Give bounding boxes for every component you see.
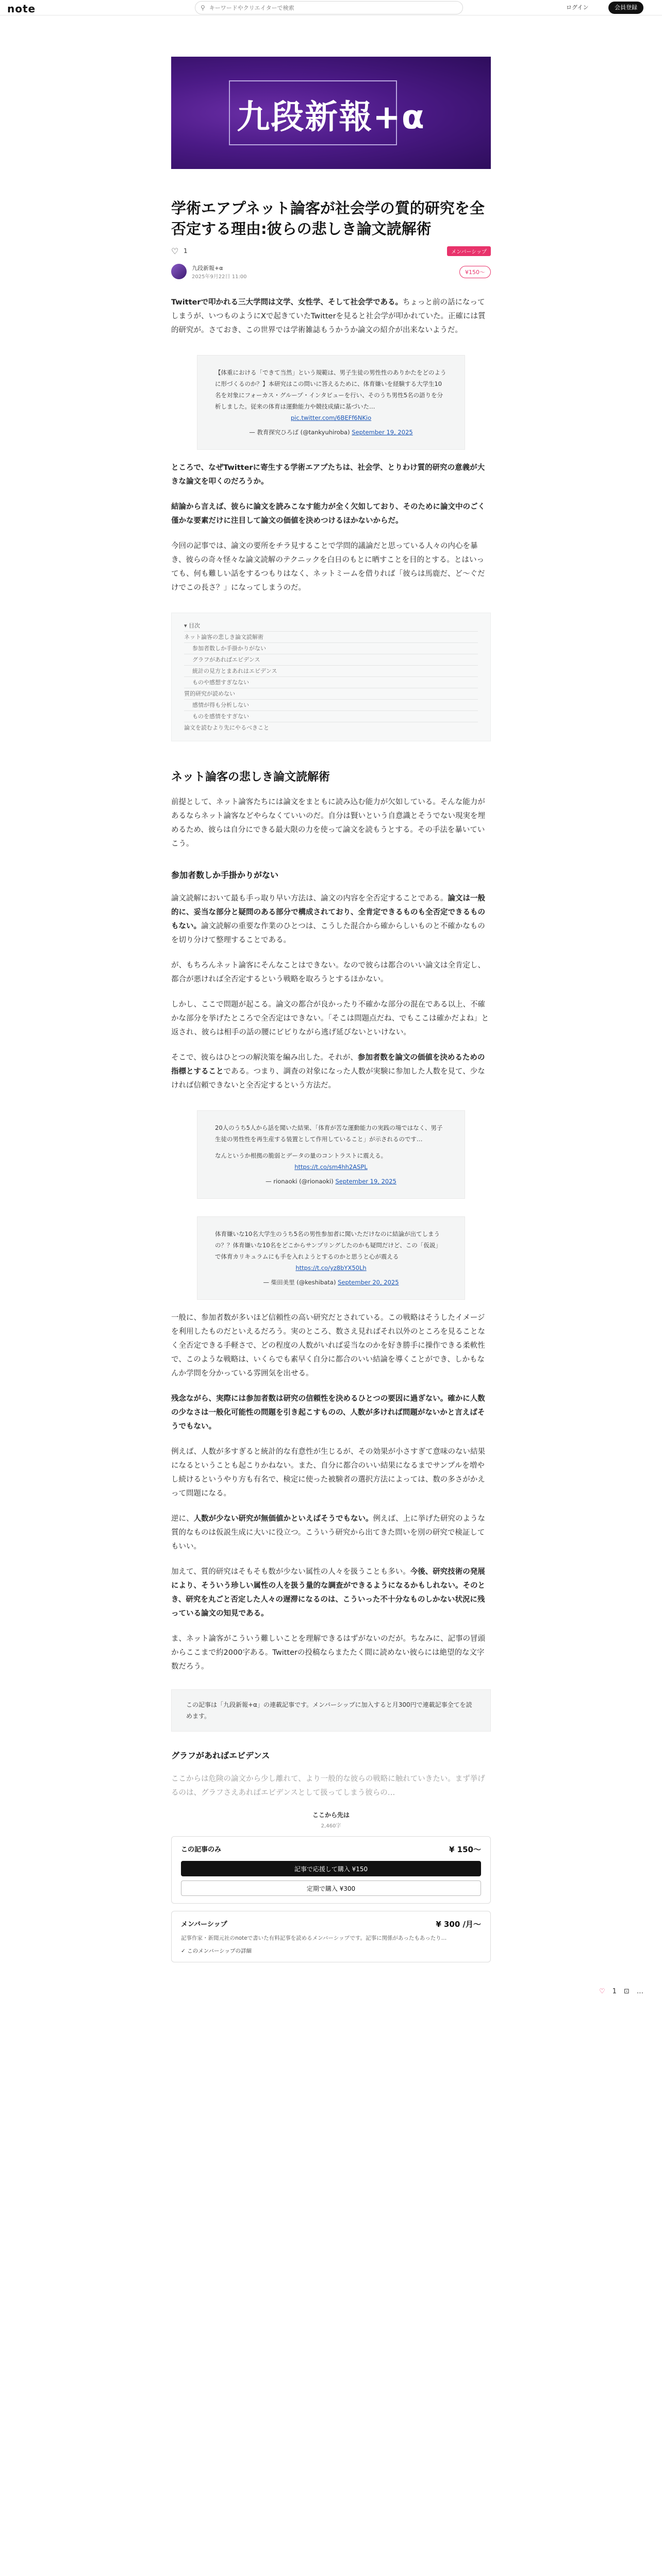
like-count: 1 (184, 247, 188, 255)
paragraph (171, 296, 491, 337)
paywall-char-count: 2,460字 (321, 1823, 341, 1829)
bold-text: Twitterで叩かれる三大学問は文学、女性学、そして社会学である。 (171, 298, 403, 307)
author-name[interactable]: 九段新報+α (192, 265, 223, 272)
subsection-heading: 参加者数しか手掛かりがない (171, 870, 279, 880)
paragraph: しかし、ここで問題が起こる。論文の都合が良かったり不確かな部分の混在である以上、不確かな部分を挙げたところで全否定はできない。「そこは問題点だね、でもここは確かだよね」と返され、彼らは相手の話の腰にビビりながら逃げ延びないといけない。 (171, 1001, 489, 1037)
price-badge[interactable]: ¥150〜 (459, 266, 491, 278)
post-date: 2025年9月22日 11:00 (192, 274, 247, 280)
heart-icon[interactable]: ♡ (599, 1988, 605, 1995)
share-icon[interactable]: ⊡ (623, 1988, 630, 1995)
plan-title: この記事のみ (181, 1846, 222, 1854)
heart-icon[interactable]: ♡ (171, 246, 179, 256)
plan-title: メンバーシップ (181, 1921, 227, 1928)
toc-item[interactable]: ものを感情をすぎない (184, 711, 478, 722)
table-of-contents (171, 613, 491, 741)
paragraph: が、もちろんネット論客にそんなことはできない。なので彼らは都合のいい論文は全肯定し、都合が悪ければ全否定するという戦略を取ろうとするほかない。 (171, 961, 485, 984)
paragraph (171, 461, 491, 489)
toc-title: 目次 (189, 622, 201, 629)
section-heading: ネット論客の悲しき論文読解術 (171, 771, 330, 784)
tweet-link[interactable]: pic.twitter.com/6BEFf6NKio (290, 414, 372, 421)
site-header (0, 0, 662, 15)
signup-button[interactable]: 会員登録 (608, 2, 643, 14)
embedded-tweet (197, 1216, 465, 1300)
toc-item[interactable]: 統計の見方とまあれはエビデンス (184, 666, 478, 677)
tweet-author: — 柴田美里 (@keshibata) (263, 1279, 336, 1286)
membership-note: この記事は「九段新報+α」の連載記事です。メンバーシップに加入すると月300円で連載記事全てを読めます。 (171, 1689, 491, 1732)
tweet-signature (215, 1176, 447, 1187)
tweet-date-link[interactable]: September 19, 2025 (352, 429, 413, 436)
text: 加えて、質的研究はそもそも数が少ない属性の人々を扱うことも多い。 (171, 1568, 410, 1576)
tweet-author: — 教育探究ひろば (@tankyuhiroba) (249, 429, 350, 436)
tweet-signature (215, 427, 447, 438)
bold-text: 今後、研究技術の発展により、そういう珍しい属性の人を扱う量的な調査ができるようになるかもしれない。そのとき、研究を丸ごと否定した人々の遅滞になるのは、こういった不十分なものしかない状況に残っている論文の知見である。 (171, 1568, 485, 1618)
paragraph (171, 1051, 491, 1093)
paragraph: 前提として、ネット論客たちには論文をまともに読み込む能力が欠如している。そんな能力があるならネット論客などやらなくていいのだ。自分は賢いという自意識とそうでない現実を埋めるため、彼らは自分にできる最大限の力を使って論文を読もうとする。その手法を暴いていこう。 (171, 798, 485, 848)
text: である。つまり、調査の対象になった人数が実験に参加した人数を見て、少なければ信頼できないと全否定するという方法だ。 (171, 1067, 485, 1090)
paragraph: ここからは危険の論文から少し離れて、より一般的な彼らの戦略に触れていきたい。まず挙げるのは、グラフさえあればエビデンスとして扱ってしまう彼らの… (171, 1775, 485, 1797)
paragraph: 今回の記事では、論文の要所をチラ見することで学問的議論だと思っている人々の内心を暴き、彼らの奇々怪々な論文読解のテクニックを白日のもとに晒すことを目的とする。とはいっても、何も難しい話をするつもりはなく、ネットミームを借りれば「彼らは馬鹿だ、ど〜ぐだけでこの長さ？」になってしまうのだ。 (171, 542, 485, 592)
bold-text: 参加者数を論文の価値を決めるための指標とすること (171, 1054, 485, 1076)
text: 例えば、上に挙げた研究のような質的なものは仮説生成に大いに役立つ。こういう研究から出てきた問いを別の研究で検証してもいい。 (171, 1515, 485, 1551)
plan-card-membership (171, 1911, 491, 1962)
plan-description: 記事作家・新聞元社のnoteで書いた有料記事を読めるメンバーシップです。記事に関係があったもあったり… (181, 1935, 447, 1941)
text: 逆に、 (171, 1515, 194, 1523)
embedded-tweet (197, 355, 465, 450)
login-button[interactable]: ログイン (560, 2, 594, 14)
text: ちょっと前の話になってしまうが、いつものようにXで起きていたTwitterを見ると社会学が叩かれていた。正確には質的研究が。さておき、この世界では学術雑誌もうかうか論文の紹介が出来ないようだ。 (171, 298, 486, 334)
search-input[interactable] (209, 5, 446, 11)
paragraph (171, 892, 491, 947)
text: 論文読解において最も手っ取り早い方法は、論文の内容を全否定することである。 (171, 894, 448, 903)
note-logo[interactable]: note (7, 3, 36, 15)
subsection-heading: グラフがあればエビデンス (171, 1751, 270, 1760)
cover-title: 九段新報+α (237, 98, 425, 137)
tweet-link[interactable]: https://t.co/sm4hh2ASPL (294, 1163, 368, 1171)
plan-details-link[interactable]: ✓ このメンバーシップの詳細 (181, 1948, 252, 1954)
buy-button[interactable]: 記事で応援して購入 ¥150 (181, 1861, 481, 1876)
paragraph (171, 1512, 491, 1554)
article-main (171, 57, 491, 1962)
tweet-body: 【体重における「できて当然」という規範は、男子生徒の男性性のありかたをどのように形づくるのか？】本研究はこの問いに答えるために、体育嫌いを経験する大学生10名を対象にフォーカス・グループ・インタビューを行い、そのうち男性5名の語りを分析しました。従来の体育は運動能力や競技成績に基づいた… (215, 369, 446, 410)
toc-item[interactable]: ネット論客の悲しき論文読解術 (184, 632, 478, 643)
embedded-tweet (197, 1110, 465, 1199)
tweet-body: 20人のうち5人から話を聞いた結果、「体育が苦な運動能力の実践の場ではなく、男子生徒の男性性を再生産する装置として作用していること」が示されるのです… (215, 1124, 443, 1143)
paragraph: 例えば、人数が多すぎると統計的な有意性が生じるが、その効果が小さすぎて意味のない結果になるということも起こりかねない。また、自分に都合のいい結果になるまでサンプルを増やし続けるというやり方も有名で、検定に使った被験者の選択方法によっては、数の多さがかえって問題になる。 (171, 1448, 485, 1498)
tweet-date-link[interactable]: September 20, 2025 (338, 1279, 399, 1286)
plan-card-single (171, 1836, 491, 1904)
bold-text: 結論から言えば、彼らに論文を読みこなす能力が全く欠如しており、そのために論文中のごく僅かな要素だけに注目して論文の価値を決めつけるほかないからだ。 (171, 503, 485, 525)
toc-header[interactable]: ▾ 目次 (184, 620, 478, 632)
paragraph (171, 500, 491, 528)
subscribe-button[interactable]: 定期で購入 ¥300 (181, 1880, 481, 1896)
tweet-author: — rionaoki (@rionaoki) (266, 1178, 334, 1185)
text: 論文読解の重要な作業のひとつは、こうした混合から確からしいものと不確かなものを切り分けて整理することである。 (171, 922, 485, 944)
cover-image (171, 57, 491, 169)
bold-text: ところで、なぜTwitterに寄生する学術エアプたちは、社会学、とりわけ質的研究の意義が大きな論文を叩くのだろうか。 (171, 464, 485, 486)
meta-row (171, 246, 491, 257)
more-icon[interactable]: … (636, 1988, 643, 1995)
paragraph (171, 1392, 491, 1434)
bold-text: 人数が少ない研究が無価値かといえばそうでもない。 (193, 1515, 373, 1523)
paragraph: 一般に、参加者数が多いほど信頼性の高い研究だとされている。この戦略はそうしたイメージを利用したものだといえるだろう。実のところ、数さえ見ればそれ以外のところを見ることなく全否定できる手軽さで、どの程度の人数がいれば妥当なのかを好き勝手に操作できる柔軟性で、このような戦略は、いくらでも素早く自分に都合のいい結論を導くことができ、しかもなんか学問を分かっている雰囲気を出せる。 (171, 1314, 485, 1378)
article-title: 学術エアプネット論客が社会学の質的研究を全否定する理由:彼らの悲しき論文読解術 (171, 199, 485, 238)
bold-text: 残念ながら、実際には参加者数は研究の信頼性を決めるひとつの要因に過ぎない。確かに人数の少なさは一般化可能性の問題を引き起こすものの、人数が多ければ問題がないかと言えばそうでもない。 (171, 1395, 485, 1431)
plan-price: ¥ 150〜 (449, 1845, 481, 1854)
paywall-heading: ここから先は (312, 1811, 350, 1819)
tweet-link[interactable]: https://t.co/yz8bYX50Lh (295, 1264, 367, 1272)
membership-badge[interactable]: メンバーシップ (447, 246, 491, 256)
avatar[interactable] (171, 264, 187, 279)
toc-item[interactable]: 参加者数しか手掛かりがない (184, 643, 478, 654)
search-icon: ⚲ (201, 4, 205, 11)
side-actions (599, 1988, 643, 1995)
tweet-date-link[interactable]: September 19, 2025 (335, 1178, 396, 1185)
tweet-signature (215, 1277, 447, 1288)
plan-price: ¥ 300 /月〜 (436, 1920, 481, 1929)
toc-item[interactable]: グラフがあればエビデンス (184, 654, 478, 666)
paragraph: ま、ネット論客がこういう難しいことを理解できるはずがないのだが。ちなみに、記事の冒頭からここまで約2000字ある。Twitterの投稿ならまたたく間に読めない彼らには絶望的な文字数だろう。 (171, 1635, 485, 1671)
tweet-body: 体育嫌いな10名大学生のうち5名の男性参加者に聞いただけなのに結論が出てしまうの？？体育嫌いな10名をどこからサンプリングしたのかも疑問だけど、この「仮説」で体育カリキュラムにも手を入れようとするのかと思うと心が震える (215, 1230, 441, 1260)
paragraph (171, 1565, 491, 1621)
side-like-count: 1 (612, 1988, 617, 1995)
plan-details-label: このメンバーシップの詳細 (187, 1948, 252, 1954)
search-box[interactable] (195, 1, 463, 14)
toc-item[interactable]: 感情が得も分析しない (184, 700, 478, 711)
toc-item[interactable]: 質的研究が読めない (184, 688, 478, 700)
author-row (171, 263, 491, 281)
toc-item[interactable]: 論文を読むより先にやるべきこと (184, 724, 269, 731)
tweet-body: なんというか根拠の脆弱とデータの量のコントラストに震える。 (215, 1152, 387, 1159)
bold-text: 論文は一般的に、妥当な部分と疑問のある部分で構成されており、全肯定できるものも全否定できるものもない。 (171, 894, 485, 930)
toc-item[interactable]: ものや感想すぎなない (184, 677, 478, 688)
text: そこで、彼らはひとつの解決策を編み出した。それが、 (171, 1054, 358, 1062)
